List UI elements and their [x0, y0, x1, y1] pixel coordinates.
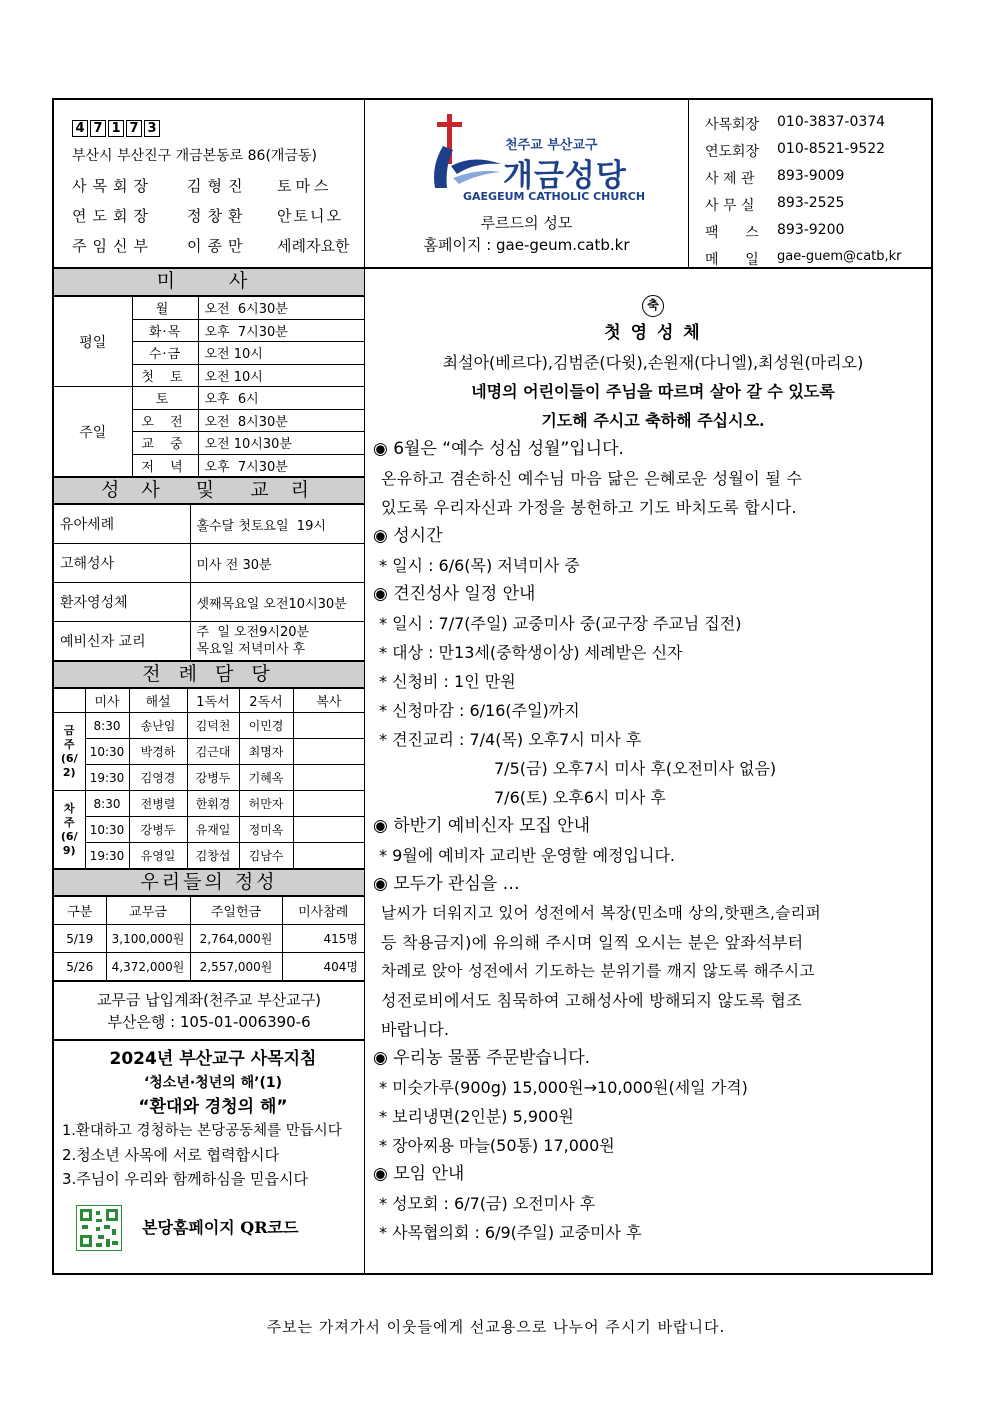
- section-heading: ◉ 6월은 “예수 성심 성월”입니다.: [373, 439, 624, 459]
- table-row: 예비신자 교리 주 일 오전9시20분 목요일 저녁미사 후: [54, 622, 364, 661]
- list-item: * 일시 : 6/6(목) 저녁미사 중: [379, 556, 580, 575]
- list-item: * 성모회 : 6/7(금) 오전미사 후: [379, 1194, 596, 1213]
- list-item: * 사목협의회 : 6/9(주일) 교중미사 후: [379, 1223, 642, 1242]
- list-item: * 미숫가루(900g) 15,000원→10,000원(세일 가격): [379, 1078, 748, 1097]
- list-item: * 신청마감 : 6/16(주일)까지: [379, 701, 580, 720]
- list-item: * 신청비 : 1인 만원: [379, 672, 516, 691]
- section-heading: ◉ 하반기 예비신자 모집 안내: [373, 816, 591, 836]
- table-row: 구분 교무금 주일헌금 미사참례: [54, 897, 364, 925]
- offering-table: [54, 896, 364, 981]
- patron-saint: 루르드의 성모: [480, 214, 573, 232]
- footer-note: 주보는 가져가서 이웃들에게 선교용으로 나누어 주시기 바랍니다.: [266, 1318, 726, 1336]
- table-row: 화·목 오후 7시30분: [54, 319, 364, 342]
- list-item: * 일시 : 7/7(주일) 교중미사 중(교구장 주교님 집전): [379, 614, 742, 633]
- mass-table: [54, 296, 364, 477]
- homepage-url: 홈페이지 : gae-geum.catb.kr: [423, 236, 630, 254]
- qr-label: 본당홈페이지 QR코드: [142, 1218, 299, 1237]
- church-name-en: GAEGEUM CATHOLIC CHURCH: [463, 190, 646, 203]
- church-address: 부산시 부산진구 개금본동로 86(개금동): [72, 148, 317, 164]
- list-item: * 견진교리 : 7/4(목) 오후7시 미사 후: [379, 730, 642, 749]
- staff-row: 주임신부 이종만 세례자요한: [72, 237, 350, 255]
- announcements: 축 첫 영 성 체 최설아(베르다),김범준(다윗),손원재(다니엘),최성원(마리오) 네명의 어린이들이 주님을 따르며 살아 갈 수 있도록 기도해 주시고 축하해 주십시오. ◉ 6월은 “예수 성심 성월”입니다. 온유하고 겸손하신 예수님 마음 닮은 은혜로운 성월이 될 수 있도록 우리자신과 가정을 봉헌하고 기도 바치도록 합시다. ◉ 성시간 * 일시 : 6/6(목) 저녁미사 중 ◉ 견진성사 일정 안내 * 일시 : 7/7(주일) 교중미사 중(교구장 주교님 집전) * 대상 : 만13세(중학생이상) 세례받은 신자 * 신청비 : 1인 만원 * 신청마감 : 6/16(주일)까지 * 견진교리 : 7/4(목) 오후7시 미사 후 7/5(금) 오후7시 미사 후(오전미사 없음) 7/6(토) 오후6시 미사 후 ◉ 하반기 예비신자 모집 안내 * 9월에 예비자 교리반 운영할 예정입니다. ◉ 모두가 관심을 … 날씨가 더워지고 있어 성전에서 복장(민소매 상의,핫팬츠,슬리퍼 등 착용금지)에 유의해 주시며 일찍 오시는 분은 앞좌석부터 차례로 앉아 성전에서 기도하는 분위기를 깨지 않도록 해주시고 성전로비에서도 침묵하여 고해성사에 방해되지 않도록 협조 바랍니다. ◉ 우리농 물품 주문받습니다. * 미숫가루(900g) 15,000원→10,000원(세일 가격) * 보리냉면(2인분) 5,900원 * 장아찌용 마늘(50통) 17,000원 ◉ 모임 안내 * 성모회 : 6/7(금) 오전미사 후 * 사목협의회 : 6/9(주일) 교중미사 후: [365, 269, 933, 1275]
- list-item: * 9월에 예비자 교리반 운영할 예정입니다.: [379, 846, 675, 865]
- table-row: 금주(6/2) 8:30 송난임 김덕천 이민경: [54, 713, 364, 739]
- qr-block: [76, 1205, 364, 1251]
- liturgy-section-title: 전 례 담 당: [54, 661, 364, 688]
- list-item: 7/6(토) 오후6시 미사 후: [494, 788, 666, 807]
- table-row: 10:30 박경하 김근대 최명자: [54, 739, 364, 765]
- table-row: 5/26 4,372,000원 2,557,000원 404명: [54, 953, 364, 981]
- contact-row: 팩 스 893-9200: [705, 222, 845, 241]
- contact-row: 메 일 gae-guem@catb,kr: [705, 249, 902, 268]
- table-row: 10:30 강병두 유재일 정미옥: [54, 817, 364, 843]
- table-row: 고해성사 미사 전 30분: [54, 544, 364, 583]
- zip-code: [72, 120, 364, 137]
- header-contacts: [689, 100, 933, 269]
- contact-row: 사목회장 010-3837-0374: [705, 114, 886, 133]
- table-row: 주일 토 오후 6시: [54, 387, 364, 410]
- table-row: 첫 토 오전 10시: [54, 364, 364, 387]
- contact-row: 사 무 실 893-2525: [705, 195, 845, 214]
- sacrament-section-title: 성 사 및 교 리: [54, 477, 364, 504]
- zip-digit: 7: [90, 120, 106, 137]
- table-row: 19:30 유영일 김창섭 김남수: [54, 843, 364, 869]
- zip-digit: 4: [72, 120, 88, 137]
- table-row: 19:30 김영경 강병두 기혜옥: [54, 765, 364, 791]
- list-item: * 대상 : 만13세(중학생이상) 세례받은 신자: [379, 643, 683, 662]
- staff-row: 사목회장 김형진 토마스: [72, 177, 333, 195]
- mass-section-title: 미 사: [54, 269, 364, 296]
- zip-digit: 1: [108, 120, 124, 137]
- qr-code-icon[interactable]: [76, 1205, 122, 1251]
- sacrament-table: [54, 504, 364, 661]
- congrats-names: 최설아(베르다),김범준(다윗),손원재(다니엘),최성원(마리오): [442, 353, 864, 372]
- section-heading: ◉ 견진성사 일정 안내: [373, 584, 536, 604]
- offering-section-title: 우리들의 정성: [54, 869, 364, 896]
- congrats-message: 기도해 주시고 축하해 주십시오.: [541, 411, 765, 430]
- table-row: 5/19 3,100,000원 2,764,000원 415명: [54, 925, 364, 953]
- list-item: * 장아찌용 마늘(50통) 17,000원: [379, 1136, 615, 1155]
- congrats-message: 네명의 어린이들이 주님을 따르며 살아 갈 수 있도록: [471, 382, 835, 401]
- liturgy-table: [54, 688, 364, 869]
- table-row: 교 중 오전 10시30분: [54, 432, 364, 455]
- table-row: 환자영성체 셋째목요일 오전10시30분: [54, 583, 364, 622]
- list-item: 7/5(금) 오후7시 미사 후(오전미사 없음): [494, 759, 777, 778]
- header-logo: [365, 100, 689, 269]
- congrats-title: 첫 영 성 체: [604, 323, 702, 343]
- section-heading: ◉ 모임 안내: [373, 1164, 465, 1184]
- sunday-label: 주일: [54, 387, 132, 477]
- church-logo-icon: [423, 106, 503, 201]
- zip-digit: 7: [126, 120, 142, 137]
- table-row: 미사 해설 1독서 2독서 복사: [54, 689, 364, 713]
- table-row: 수·금 오전 10시: [54, 342, 364, 365]
- logo-top-text: 천주교 부산교구: [505, 138, 598, 153]
- list-item: 2.청소년 사목에 서로 협력합시다: [62, 1146, 279, 1164]
- list-item: 1.환대하고 경청하는 본당공동체를 만듭시다: [62, 1123, 342, 1139]
- account-info: 교무금 납입계좌(천주교 부산교구) 부산은행 : 105-01-006390-6: [54, 981, 364, 1041]
- section-heading: ◉ 모두가 관심을 …: [373, 874, 520, 894]
- section-heading: ◉ 성시간: [373, 526, 443, 546]
- header-left: [54, 100, 365, 269]
- bulletin-frame: [52, 98, 933, 1275]
- list-item: 3.주님이 우리와 함께하심을 믿읍시다: [62, 1170, 308, 1188]
- staff-row: 연도회장 정창환 안토니오: [72, 207, 343, 225]
- list-item: * 보리냉면(2인분) 5,900원: [379, 1107, 574, 1126]
- table-row: 차주(6/9) 8:30 전병렬 한휘경 허만자: [54, 791, 364, 817]
- table-row: 저 녁 오후 7시30분: [54, 454, 364, 477]
- table-row: 평일 월 오전 6시30분: [54, 297, 364, 320]
- contact-row: 사 제 관 893-9009: [705, 168, 845, 187]
- table-row: 오 전 오전 8시30분: [54, 409, 364, 432]
- congrats-badge-icon: 축: [642, 295, 664, 317]
- weekday-label: 평일: [54, 297, 132, 387]
- left-column: [54, 269, 365, 1275]
- table-row: 유아세례 홀수달 첫토요일 19시: [54, 505, 364, 544]
- pastoral-policy: 2024년 부산교구 사목지침 ‘청소년·청년의 해’(1) “환대와 경청의 해” 1.환대하고 경청하는 본당공동체를 만듭시다 2.청소년 사목에 서로 협력합시다 3.주님이 우리와 함께하심을 믿읍시다 본당홈페이지 QR코드: [54, 1041, 364, 1251]
- zip-digit: 3: [144, 120, 160, 137]
- contact-row: 연도회장 010-8521-9522: [705, 141, 886, 160]
- church-name: 개금성당: [503, 158, 627, 194]
- section-heading: ◉ 우리농 물품 주문받습니다.: [373, 1048, 591, 1068]
